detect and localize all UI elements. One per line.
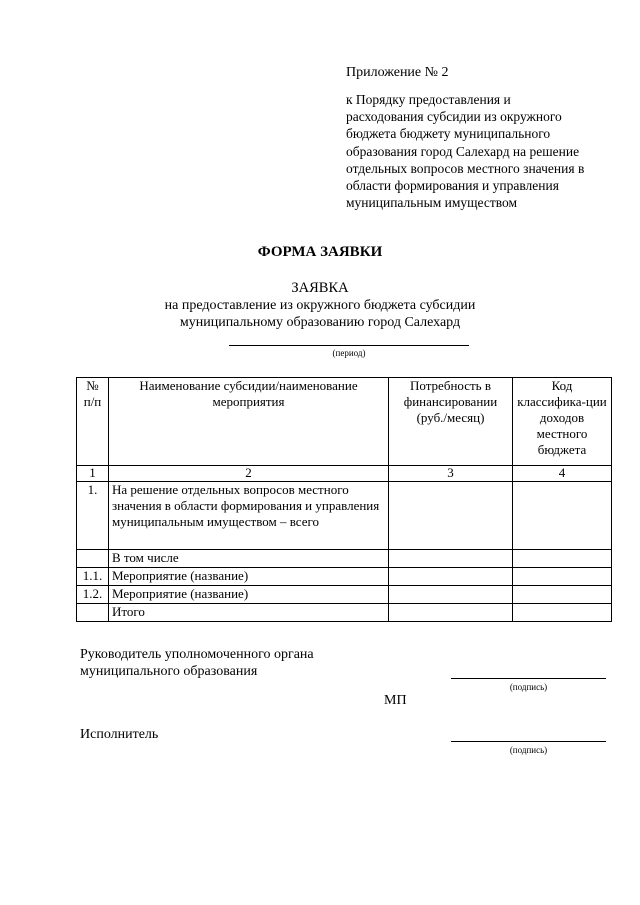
table-row — [77, 586, 612, 604]
appendix-reference — [346, 91, 616, 211]
column-number: 1 — [77, 466, 109, 482]
row-number: 1. — [77, 482, 109, 550]
row-name: Мероприятие (название) — [109, 568, 389, 586]
row-code-cell — [513, 568, 612, 586]
header-name: Наименование субсидии/наименование мероприятия — [109, 378, 389, 466]
appendix-line: к Порядку предоставления и — [346, 92, 511, 107]
row-funding-cell — [389, 604, 513, 622]
row-number — [77, 604, 109, 622]
stamp-label: МП — [384, 693, 407, 708]
row-funding-cell — [389, 586, 513, 604]
row-code-cell — [513, 586, 612, 604]
executor-signature-caption: (подпись) — [509, 745, 548, 755]
header-code: Код классифика-ции доходов местного бюджета — [513, 378, 612, 466]
appendix-line: бюджета бюджету муниципального — [346, 126, 551, 142]
application-subtitle-line: муниципальному образованию город Салехард — [179, 315, 461, 330]
row-funding-cell — [389, 550, 513, 568]
column-number: 4 — [513, 466, 612, 482]
row-name: Мероприятие (название) — [109, 586, 389, 604]
row-number: 1.2. — [77, 586, 109, 604]
period-caption: (период) — [332, 348, 366, 358]
application-subtitle — [0, 297, 640, 331]
executor-label: Исполнитель — [80, 727, 159, 742]
appendix-line: образования город Салехард на решение — [346, 143, 580, 159]
appendix-line: области формирования и управления — [346, 178, 559, 194]
application-subtitle-line: на предоставление из окружного бюджета субсидии — [164, 298, 476, 313]
executor-signature-line — [451, 741, 606, 742]
header-number: № п/п — [77, 378, 109, 466]
table-row — [77, 550, 612, 568]
table-row — [77, 604, 612, 622]
table-row — [77, 482, 612, 550]
appendix-line: расходования субсидии из окружного — [346, 109, 562, 125]
row-number — [77, 550, 109, 568]
table-row — [77, 568, 612, 586]
column-number: 2 — [109, 466, 389, 482]
row-name: Итого — [109, 604, 389, 622]
row-code-cell — [513, 482, 612, 550]
row-code-cell — [513, 604, 612, 622]
head-signature-caption: (подпись) — [509, 682, 548, 692]
head-label-line: муниципального образования — [80, 664, 258, 679]
form-title: ФОРМА ЗАЯВКИ — [257, 244, 383, 260]
head-signature-line — [451, 678, 606, 679]
subsidy-table — [76, 377, 612, 622]
application-title: ЗАЯВКА — [291, 280, 349, 296]
head-label-line: Руководитель уполномоченного органа — [80, 647, 314, 662]
column-number: 3 — [389, 466, 513, 482]
appendix-line: муниципальным имуществом — [346, 195, 518, 211]
row-name: В том числе — [109, 550, 389, 568]
appendix-line: отдельных вопросов местного значения в — [346, 160, 585, 176]
header-funding: Потребность в финансировании (руб./месяц) — [389, 378, 513, 466]
row-funding-cell — [389, 482, 513, 550]
row-name: На решение отдельных вопросов местного значения в области формирования и управления муниципальным имуществом – всего — [109, 482, 389, 550]
head-signature-label — [80, 646, 314, 680]
table-column-numbers — [77, 466, 612, 482]
row-funding-cell — [389, 568, 513, 586]
period-line — [229, 345, 469, 346]
appendix-title: Приложение № 2 — [346, 65, 449, 80]
table-header-row — [77, 378, 612, 466]
row-code-cell — [513, 550, 612, 568]
row-number: 1.1. — [77, 568, 109, 586]
